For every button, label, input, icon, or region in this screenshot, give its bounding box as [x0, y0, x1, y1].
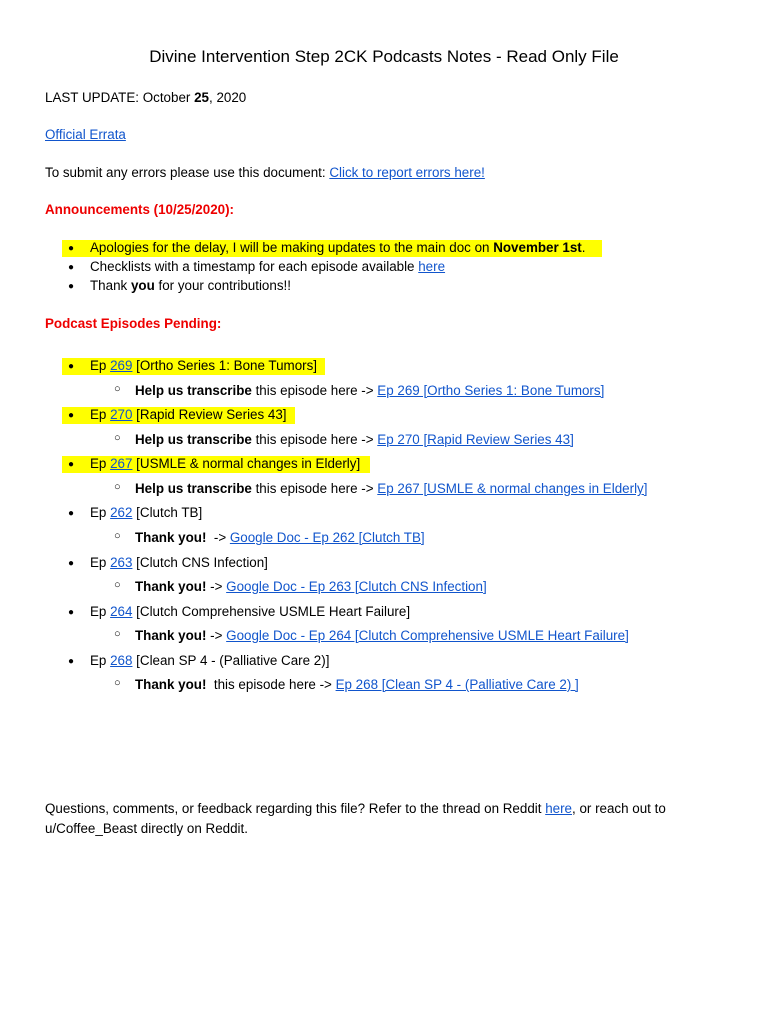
last-update: LAST UPDATE: October 25, 2020: [45, 90, 247, 105]
official-errata-link[interactable]: Official Errata: [45, 127, 126, 142]
episode-doc-link[interactable]: Ep 268 [Clean SP 4 - (Palliative Care 2) ]: [335, 677, 579, 692]
episode-doc-link[interactable]: Google Doc - Ep 262 [Clutch TB]: [229, 530, 425, 545]
episode-doc-link[interactable]: Google Doc - Ep 264 [Clutch Comprehensive USMLE Heart Failure]: [226, 628, 629, 643]
announcements-heading: Announcements (10/25/2020):: [45, 202, 235, 217]
bullet-icon: ●: [68, 656, 75, 667]
document-page: Divine Intervention Step 2CK Podcasts Notes - Read Only File LAST UPDATE: October 25, 2020 Official Errata To submit any errors please use this document: Click to report errors here! Announcements (10/25/2020): ● Apologies for the delay, I will be making updates to the main doc on November 1st. ● Checklists with a timestamp for each episode available here ● Thank you for your contributions!! Podcast Episodes Pending: ● Ep 269 [Ortho Series 1: Bone Tumors] ○ Help us transcribe this episode here -> Ep 269 [Ortho Series 1: Bone Tumors] ● Ep 270 [Rapid Review Series 43] ○ Help us transcribe this episode here -> Ep 270 [Rapid Review Series 43] ● Ep 267 [USMLE & normal changes in Elderly] ○ Help us transcribe this episode here -> Ep 267 [USMLE & normal changes in Elderly] ● Ep 262 [Clutch TB] ○ Thank you! -> Google Doc - Ep 262 [Clutch TB] ● Ep 263 [Clutch CNS Infection] ○ Thank you! -> Google Doc - Ep 263 [Clutch CNS Infection] ● Ep 264 [Clutch Comprehensive USMLE Heart Failure] ○ Thank you! -> Google Doc - Ep 264 [Clutch Comprehensive USMLE Heart Failure] ● Ep 268 [Clean SP 4 - (Palliative Care 2)] ○ Thank you! this episode here -> Ep 268 [Clean SP 4 - (Palliative Care 2) ] Questions, comments, or feedback regarding this file? Refer to the thread on Reddit here, or reach out to u/Coffee_Beast directly on Reddit.: [0, 0, 768, 1024]
checklists-here-link[interactable]: here: [418, 259, 446, 274]
bullet-icon: ●: [68, 262, 75, 273]
bullet-icon: ●: [68, 459, 75, 470]
episode-doc-link[interactable]: Ep 269 [Ortho Series 1: Bone Tumors]: [377, 383, 605, 398]
episode-number-link[interactable]: 267: [110, 456, 133, 471]
bullet-icon: ●: [68, 508, 75, 519]
circle-bullet-icon: ○: [114, 530, 121, 542]
episode-doc-link[interactable]: Ep 267 [USMLE & normal changes in Elderly]: [377, 481, 648, 496]
bullet-icon: ●: [68, 281, 75, 292]
episode-number-link[interactable]: 262: [110, 505, 133, 520]
episode-number-link[interactable]: 269: [110, 358, 133, 373]
circle-bullet-icon: ○: [114, 432, 121, 444]
bullet-icon: ●: [68, 410, 75, 421]
episode-number-link[interactable]: 263: [110, 555, 133, 570]
episode-doc-link[interactable]: Google Doc - Ep 263 [Clutch CNS Infection]: [226, 579, 487, 594]
footer-note: Questions, comments, or feedback regarding this file? Refer to the thread on Reddit here, or reach out to u/Coffee_Beast directly on Reddit.: [45, 801, 666, 836]
circle-bullet-icon: ○: [114, 628, 121, 640]
episode-number-link[interactable]: 264: [110, 604, 133, 619]
document-title: Divine Intervention Step 2CK Podcasts Notes - Read Only File: [149, 47, 619, 66]
circle-bullet-icon: ○: [114, 383, 121, 395]
bullet-icon: ●: [68, 243, 75, 254]
submit-errors-line: To submit any errors please use this document: Click to report errors here!: [45, 165, 485, 180]
circle-bullet-icon: ○: [114, 677, 121, 689]
episode-number-link[interactable]: 270: [110, 407, 133, 422]
pending-heading: Podcast Episodes Pending:: [45, 316, 222, 331]
bullet-icon: ●: [68, 558, 75, 569]
episode-number-link[interactable]: 268: [110, 653, 133, 668]
circle-bullet-icon: ○: [114, 579, 121, 591]
episode-doc-link[interactable]: Ep 270 [Rapid Review Series 43]: [377, 432, 574, 447]
report-errors-link[interactable]: Click to report errors here!: [329, 165, 485, 180]
bullet-icon: ●: [68, 361, 75, 372]
circle-bullet-icon: ○: [114, 481, 121, 493]
errata-line: [45, 127, 126, 144]
bullet-icon: ●: [68, 607, 75, 618]
reddit-thread-link[interactable]: here: [545, 801, 572, 816]
